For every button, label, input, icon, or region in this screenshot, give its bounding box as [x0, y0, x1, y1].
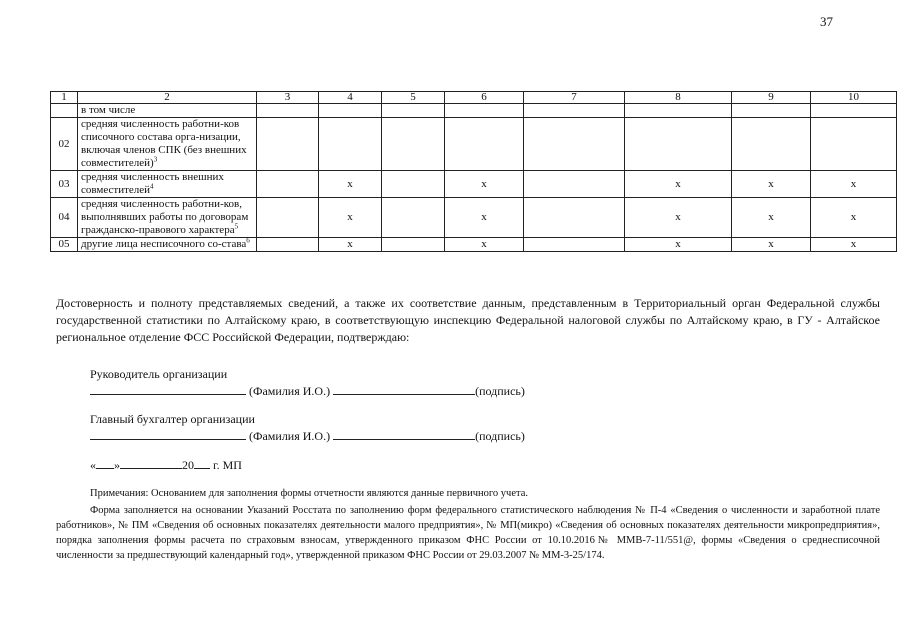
- value-cell[interactable]: x: [625, 171, 732, 198]
- value-cell[interactable]: [319, 118, 382, 171]
- value-cell[interactable]: [445, 118, 524, 171]
- value-cell[interactable]: x: [445, 238, 524, 252]
- row-label: в том числе: [81, 104, 136, 116]
- value-cell[interactable]: [257, 104, 319, 118]
- table-header-row: [51, 92, 897, 104]
- row-code: [51, 104, 78, 118]
- certification-text: Достоверность и полноту представляемых сведений, а также их соответствие данным, представленным в Территориальный орган Федеральной службы государственной статистики по Алтайскому краю, в соответствующую инспекцию Федеральной налоговой службы по Алтайскому краю, в ГУ - Алтайское региональное отделение ФСС Российской Федерации, подтверждаю:: [56, 296, 880, 344]
- value-cell[interactable]: [382, 171, 445, 198]
- note-body: Форма заполняется на основании Указаний Росстата по заполнению форм федерального статистического наблюдения № П-4 «Сведения о численности и заработной плате работников», № ПМ «Сведения об основных показателях деятельности малого предприятия», № МП(микро) «Сведения об основных показателях деятельности микропредприятия», порядка заполнения формы расчета по страховым взносам, утвержденного приказом ФНС России от 10.10.2016№ ММВ-7-11/551@, формы «Сведения о среднесписочной численности за предшествующий календарный год», утвержденной приказом ФНС России от 29.03.2007 № ММ-3-25/174.: [56, 505, 880, 561]
- row-label: средняя численность внешних совместителей: [81, 171, 224, 196]
- value-cell[interactable]: [257, 198, 319, 238]
- accountant-fio-label: (Фамилия И.О.): [249, 429, 331, 443]
- date-day-line[interactable]: [96, 456, 114, 469]
- table-row: [51, 238, 897, 252]
- table-row: [51, 118, 897, 171]
- row-label-cell: [78, 171, 257, 198]
- value-cell[interactable]: [445, 104, 524, 118]
- value-cell[interactable]: [524, 171, 625, 198]
- value-cell[interactable]: [732, 118, 811, 171]
- head-sign-line[interactable]: [333, 382, 475, 395]
- footnote-mark: 3: [153, 155, 158, 164]
- head-fio-label: (Фамилия И.О.): [249, 384, 331, 398]
- date-line: [90, 456, 242, 473]
- header-cell: 5: [382, 92, 445, 104]
- value-cell[interactable]: [524, 104, 625, 118]
- value-cell[interactable]: [811, 118, 897, 171]
- head-title: Руководитель организации: [90, 367, 228, 381]
- row-label: средняя численность работни-ков списочного состава орга-низации, включая членов СПК (без внешних совместителей): [81, 118, 247, 169]
- value-cell[interactable]: [382, 118, 445, 171]
- head-signature-block: [90, 366, 525, 399]
- value-cell[interactable]: x: [811, 198, 897, 238]
- accountant-sign-label: (подпись): [475, 429, 525, 443]
- date-month-line[interactable]: [120, 456, 182, 469]
- row-code: 03: [51, 171, 78, 198]
- data-table: [50, 91, 897, 252]
- value-cell[interactable]: x: [732, 238, 811, 252]
- value-cell[interactable]: x: [445, 171, 524, 198]
- date-open-quote: «: [90, 458, 96, 472]
- header-cell: 4: [319, 92, 382, 104]
- value-cell[interactable]: [625, 118, 732, 171]
- value-cell[interactable]: x: [319, 198, 382, 238]
- row-label: другие лица несписочного со-става: [81, 238, 247, 250]
- note-title: Примечания: Основанием для заполнения формы отчетности являются данные первичного учета.: [90, 488, 528, 499]
- value-cell[interactable]: x: [625, 198, 732, 238]
- value-cell[interactable]: [257, 238, 319, 252]
- header-cell: 1: [51, 92, 78, 104]
- table-row: [51, 171, 897, 198]
- value-cell[interactable]: [732, 104, 811, 118]
- value-cell[interactable]: [811, 104, 897, 118]
- head-fio-line[interactable]: [90, 382, 246, 395]
- value-cell[interactable]: x: [811, 171, 897, 198]
- accountant-title: Главный бухгалтер организации: [90, 412, 255, 426]
- accountant-sign-line[interactable]: [333, 427, 475, 440]
- page-number: 37: [820, 14, 833, 29]
- value-cell[interactable]: [319, 104, 382, 118]
- value-cell[interactable]: [257, 171, 319, 198]
- date-year-line[interactable]: [194, 456, 210, 469]
- date-year-prefix: 20: [182, 458, 194, 472]
- table-row: [51, 198, 897, 238]
- value-cell[interactable]: x: [319, 238, 382, 252]
- date-suffix: г. МП: [213, 458, 242, 472]
- value-cell[interactable]: x: [811, 238, 897, 252]
- header-cell: 10: [811, 92, 897, 104]
- row-label-cell: [78, 118, 257, 171]
- value-cell[interactable]: x: [732, 171, 811, 198]
- row-label: средняя численность работни-ков, выполнявших работы по договорам гражданско-правового характера: [81, 198, 249, 236]
- head-sign-label: (подпись): [475, 384, 525, 398]
- row-label-cell: [78, 198, 257, 238]
- date-close-quote: »: [114, 458, 120, 472]
- row-code: 02: [51, 118, 78, 171]
- header-cell: 3: [257, 92, 319, 104]
- value-cell[interactable]: [382, 104, 445, 118]
- header-cell: 8: [625, 92, 732, 104]
- row-code: 04: [51, 198, 78, 238]
- value-cell[interactable]: x: [445, 198, 524, 238]
- row-label-cell: [78, 238, 257, 252]
- value-cell[interactable]: x: [319, 171, 382, 198]
- value-cell[interactable]: [382, 238, 445, 252]
- value-cell[interactable]: [524, 198, 625, 238]
- value-cell[interactable]: [524, 118, 625, 171]
- footnote-mark: 6: [246, 236, 250, 245]
- value-cell[interactable]: x: [625, 238, 732, 252]
- value-cell[interactable]: [524, 238, 625, 252]
- header-cell: 9: [732, 92, 811, 104]
- value-cell[interactable]: [257, 118, 319, 171]
- header-cell: 7: [524, 92, 625, 104]
- footnote-mark: 4: [150, 182, 154, 191]
- value-cell[interactable]: x: [732, 198, 811, 238]
- value-cell[interactable]: [382, 198, 445, 238]
- value-cell[interactable]: [625, 104, 732, 118]
- row-label-cell: [78, 104, 257, 118]
- footnote-mark: 5: [234, 222, 239, 231]
- header-cell: 6: [445, 92, 524, 104]
- accountant-signature-block: [90, 411, 525, 444]
- accountant-fio-line[interactable]: [90, 427, 246, 440]
- header-cell: 2: [78, 92, 257, 104]
- row-code: 05: [51, 238, 78, 252]
- table-body: [51, 92, 897, 252]
- table-row: [51, 104, 897, 118]
